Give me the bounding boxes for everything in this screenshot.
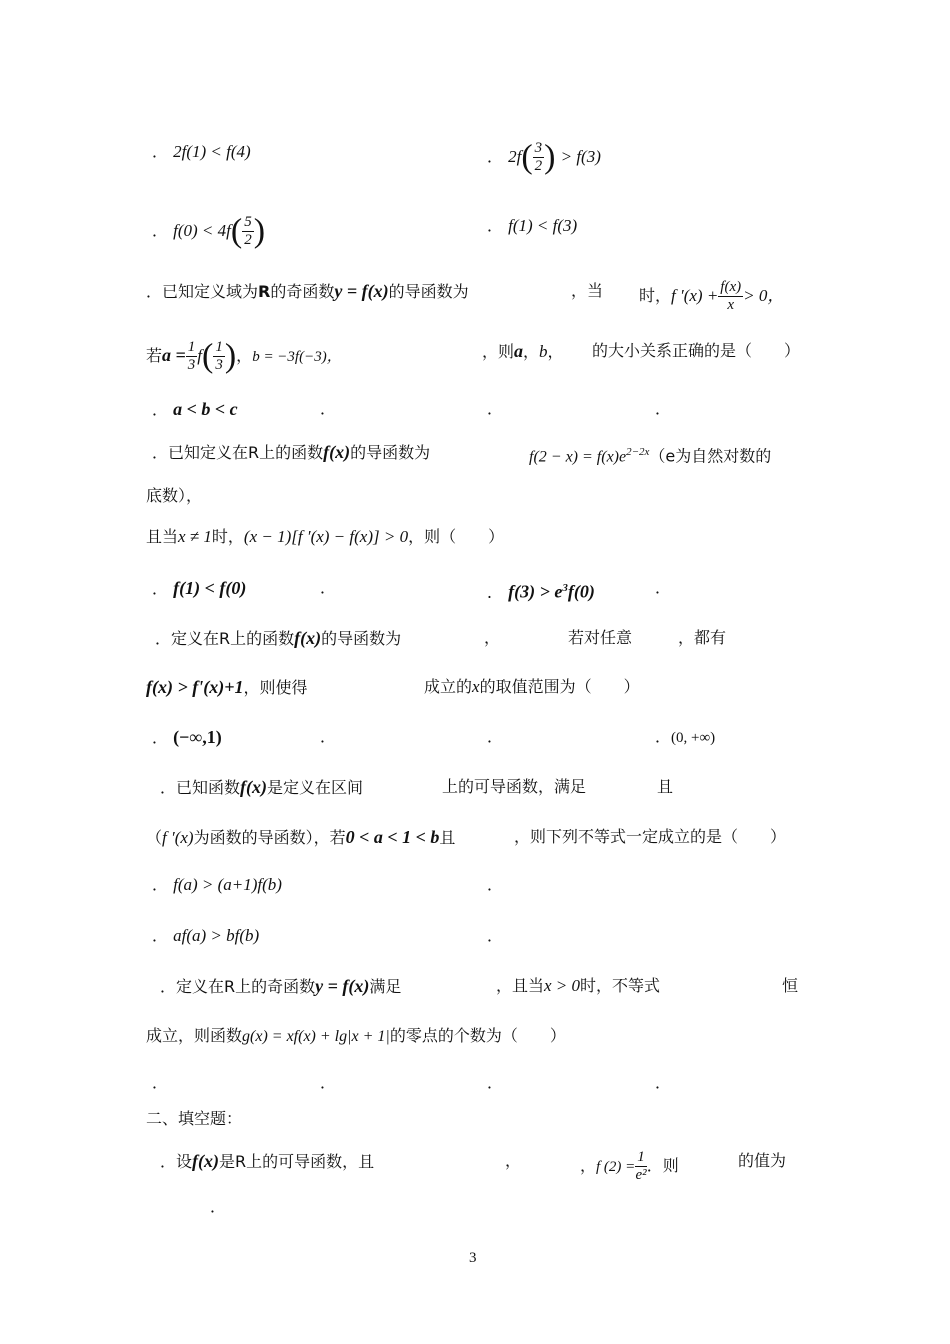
q5-line1-c: 恒: [782, 976, 799, 995]
q3-line1-d: ，都有: [678, 628, 727, 647]
option-marker: ．: [152, 142, 169, 161]
q6-line1-d: 的值为: [738, 1151, 787, 1170]
q4-option-b: ．: [487, 875, 504, 894]
q3-line1-b: ，: [484, 628, 501, 647]
q4-line1-b: 上的可导函数，满足: [442, 777, 587, 796]
q5-line1-b: ，且当x > 0时，不等式: [496, 976, 661, 995]
fraction: $\frac{3}{2}$: [534, 140, 543, 174]
fraction: $\frac{1}{3}$: [215, 339, 223, 373]
option-formula: 2f(1) < f(4): [173, 142, 251, 161]
option-formula: 2f: [508, 147, 522, 166]
q5-option-b: ．: [320, 1073, 337, 1092]
q2-line1: ．已知定义在R上的函数f(x)的导函数为: [152, 442, 431, 462]
q4-option-c: ． af(a) > bf(b): [152, 926, 260, 945]
q5-option-d: ．: [655, 1073, 672, 1092]
q2-option-a: ． f(1) < f(0): [152, 578, 247, 598]
q4-option-a: ． f(a) > (a+1)f(b): [152, 875, 282, 894]
q6-line1-b: ，: [505, 1151, 522, 1170]
q5-line2: 成立，则函数g(x) = xf(x) + lg|x + 1|的零点的个数为（ ）: [146, 1026, 566, 1045]
section-title: 二、填空题：: [146, 1109, 243, 1128]
q4-line1-c: 且: [657, 777, 674, 796]
q2-line3: 且当x ≠ 1时，(x − 1)[f ′(x) − f(x)] > 0，则（ ）: [146, 527, 505, 546]
option-marker: ．: [152, 221, 169, 240]
q2-line1-b: $f(2 - x) = f(x)e^{2-2x}(e$为自然对数的: [529, 446, 772, 466]
q1-option-d: ．: [655, 399, 672, 418]
q1-line2-c: 的大小关系正确的是（ ）: [592, 341, 801, 360]
option-formula: > f(3): [560, 147, 601, 166]
q1-line1: ．已知定义域为R的奇函数y = f(x)的导函数为: [146, 281, 469, 301]
option-formula: f(0) < 4f: [173, 221, 231, 240]
q2-option-b: ．: [320, 578, 337, 597]
q1-line1-c: 时，f ′(x) + $\frac{f(x)}{x}$ > 0，: [639, 279, 785, 313]
fraction: $\frac{1}{3}$: [187, 339, 196, 373]
q1-line2-b: ，则a，b，: [482, 341, 564, 361]
option-marker: ．: [487, 216, 504, 235]
q5-option-a: ．: [152, 1073, 169, 1092]
q2-line2: 底数），: [146, 486, 203, 505]
q6-line1-c: ，f (2) = $\frac{1}{\text{e²}}$ ．则: [580, 1149, 679, 1183]
q3-option-a: ． (−∞,1): [152, 727, 222, 747]
page-number: 3: [469, 1250, 477, 1266]
fraction: $\frac{f(x)}{x}$: [720, 279, 742, 313]
option-d: [487, 214, 577, 238]
q4-line2-b: ，则下列不等式一定成立的是（ ）: [514, 827, 787, 846]
q1-option-a: ． a < b < c: [152, 399, 238, 419]
q1-line2: 若a = $\frac{1}{3}$ f( $\frac{1}{3}$ )，b = −3f(−3)，: [146, 337, 342, 375]
q1-line1-b: ，当: [571, 281, 604, 300]
q2-option-d: ．: [655, 578, 672, 597]
q3-line2: f(x) > f'(x)+1，则使得: [146, 677, 308, 697]
option-a: [152, 140, 251, 164]
q4-line1: ．已知函数f(x)是定义在区间: [160, 777, 364, 797]
q5-option-c: ．: [487, 1073, 504, 1092]
q5-line1: ．定义在R上的奇函数y = f(x)满足: [160, 976, 402, 996]
option-formula: f(1) < f(3): [508, 216, 578, 235]
q1-option-c: ．: [487, 399, 504, 418]
q3-option-d: ．(0, +∞): [655, 727, 716, 746]
fraction: $\frac{5}{2}$: [244, 214, 252, 248]
option-c: ． f(0) < 4f( $\frac{5}{2}$ ): [152, 212, 266, 250]
q4-line2: （f ′(x)为函数的导函数），若0 < a < 1 < b且: [146, 827, 456, 847]
option-b: ． 2f( $\frac{3}{2}$ ) > f(3): [487, 138, 601, 176]
option-marker: ．: [487, 147, 504, 166]
q3-line2-b: 成立的x的取值范围为（ ）: [424, 677, 640, 696]
q2-option-c: ． $f(3) > e^3f(0)$: [487, 581, 595, 602]
q3-line1-c: 若对任意: [568, 628, 633, 647]
q1-option-b: ．: [320, 399, 337, 418]
q6-line2: ．: [210, 1197, 227, 1216]
q4-option-d: ．: [487, 926, 504, 945]
q3-option-b: ．: [320, 727, 337, 746]
q3-line1: ．定义在R上的函数f(x)的导函数为: [155, 628, 402, 648]
q3-option-c: ．: [487, 727, 504, 746]
q6-line1: ．设f(x)是R上的可导函数，且: [160, 1151, 375, 1171]
fraction: $\frac{1}{\text{e²}}$: [635, 1149, 647, 1183]
